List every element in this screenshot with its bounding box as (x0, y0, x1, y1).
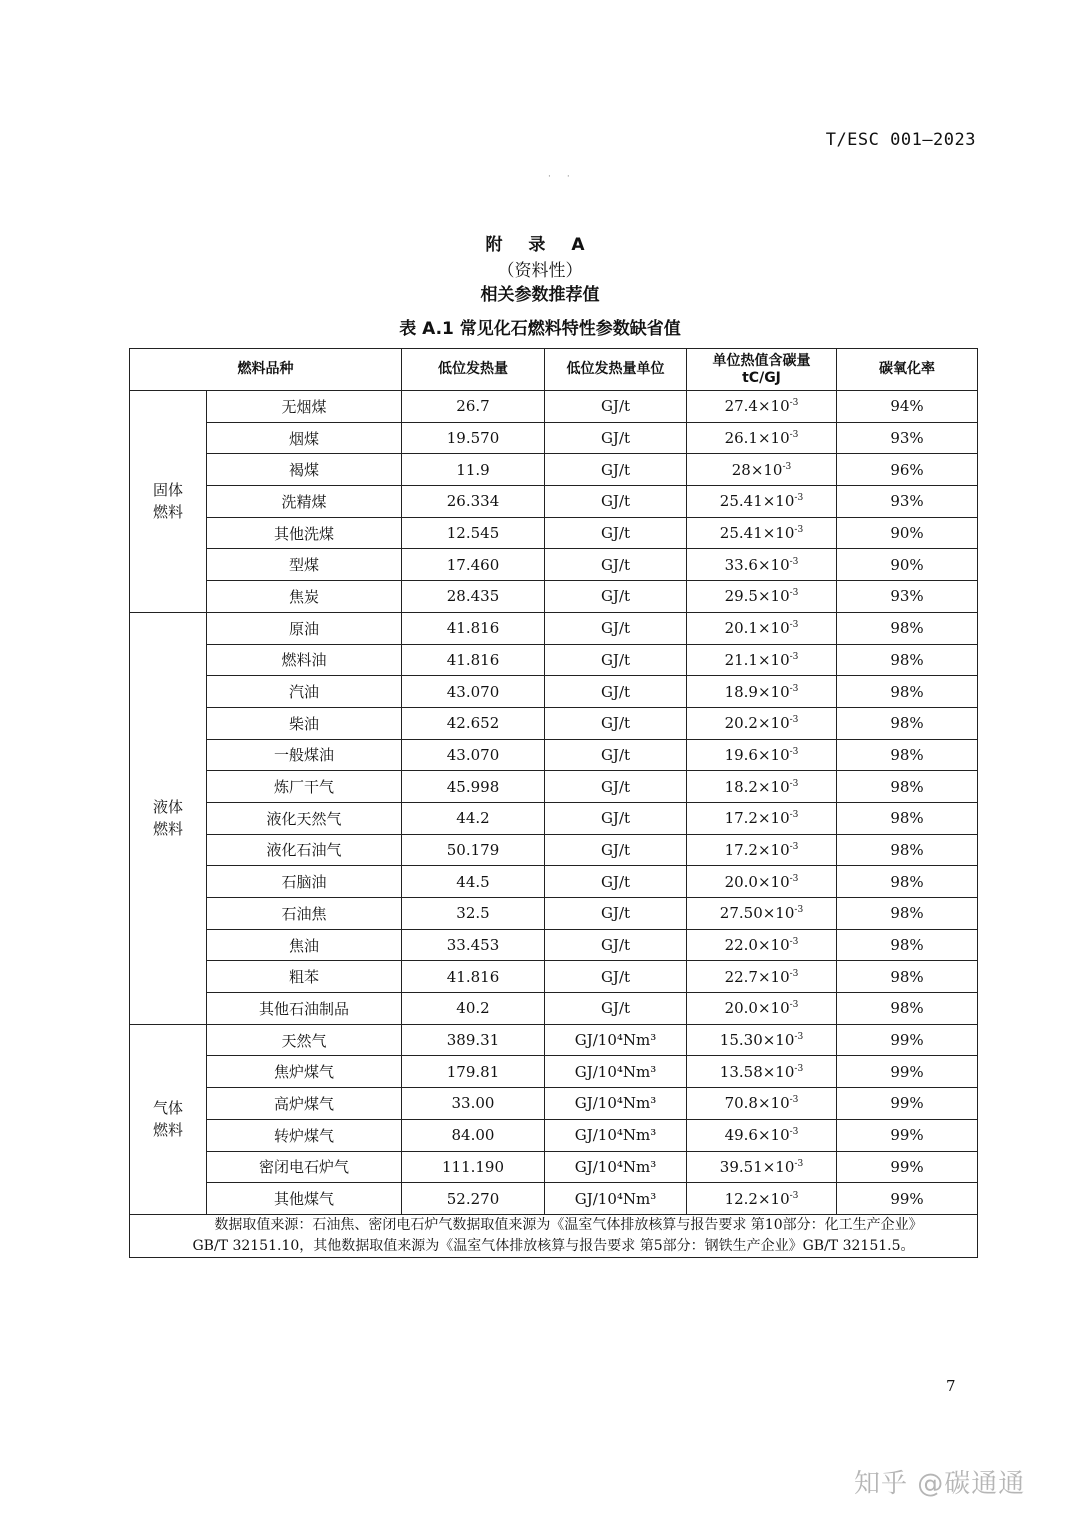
table-row (130, 834, 978, 866)
ncv-unit-cell: GJ/10⁴Nm³ (545, 1088, 687, 1120)
fuel-name-cell: 汽油 (207, 676, 402, 708)
oxidation-rate-cell: 98% (837, 739, 978, 771)
carbon-content-cell (687, 1088, 837, 1120)
carbon-exponent: -3 (782, 461, 792, 472)
ncv-cell: 44.2 (402, 802, 545, 834)
ncv-unit-cell: GJ/t (545, 581, 687, 613)
carbon-content-cell (687, 486, 837, 518)
oxidation-rate-cell: 98% (837, 866, 978, 898)
table-row (130, 1024, 978, 1056)
ncv-unit-cell: GJ/t (545, 929, 687, 961)
carbon-value: 13.58×10 (719, 1062, 795, 1081)
oxidation-rate-cell: 96% (837, 454, 978, 486)
ncv-unit-cell: GJ/t (545, 549, 687, 581)
category-name-line2: 燃料 (152, 503, 183, 522)
carbon-exponent: -3 (789, 937, 799, 948)
ncv-unit-cell: GJ/t (545, 644, 687, 676)
carbon-exponent: -3 (789, 556, 799, 567)
carbon-content-cell (687, 549, 837, 581)
carbon-exponent: -3 (789, 1127, 799, 1138)
ncv-unit-cell: GJ/t (545, 676, 687, 708)
ncv-cell: 41.816 (402, 612, 545, 644)
table-row (130, 707, 978, 739)
carbon-value: 12.2×10 (724, 1189, 790, 1208)
ncv-unit-cell: GJ/t (545, 707, 687, 739)
ncv-unit-cell: GJ/t (545, 961, 687, 993)
ncv-cell: 43.070 (402, 676, 545, 708)
carbon-content-cell (687, 1119, 837, 1151)
oxidation-rate-cell: 99% (837, 1151, 978, 1183)
header-ncv-unit: 低位发热量单位 (545, 349, 687, 391)
watermark: 知乎 @碳通通 (854, 1469, 1026, 1499)
fuel-name-cell: 其他洗煤 (207, 517, 402, 549)
fuel-name-cell: 洗精煤 (207, 486, 402, 518)
ncv-cell: 28.435 (402, 581, 545, 613)
header-carbon-line1: 单位热值含碳量 (712, 352, 811, 369)
ncv-cell: 26.7 (402, 391, 545, 423)
fuel-name-cell: 焦炉煤气 (207, 1056, 402, 1088)
category-cell (130, 391, 207, 613)
fuel-name-cell: 石油焦 (207, 898, 402, 930)
ncv-cell: 389.31 (402, 1024, 545, 1056)
ncv-cell: 42.652 (402, 707, 545, 739)
header-oxidation-rate: 碳氧化率 (837, 349, 978, 391)
table-row (130, 1056, 978, 1088)
ncv-unit-cell: GJ/10⁴Nm³ (545, 1056, 687, 1088)
category-name-line1: 气体 (152, 1099, 183, 1118)
ncv-cell: 111.190 (402, 1151, 545, 1183)
carbon-value: 19.6×10 (724, 745, 790, 764)
fuel-name-cell: 柴油 (207, 707, 402, 739)
oxidation-rate-cell: 93% (837, 486, 978, 518)
carbon-exponent: -3 (789, 1095, 799, 1106)
carbon-content-cell (687, 834, 837, 866)
ncv-unit-cell: GJ/10⁴Nm³ (545, 1183, 687, 1215)
carbon-content-cell (687, 644, 837, 676)
ncv-unit-cell: GJ/t (545, 739, 687, 771)
header-ncv: 低位发热量 (402, 349, 545, 391)
oxidation-rate-cell: 98% (837, 771, 978, 803)
carbon-content-cell (687, 707, 837, 739)
fuel-name-cell: 焦炭 (207, 581, 402, 613)
carbon-content-cell (687, 422, 837, 454)
note-line2: GB/T 32151.10，其他数据取值来源为《温室气体排放核算与报告要求 第5部分：钢铁生产企业》GB/T 32151.5。 (192, 1237, 915, 1254)
fuel-name-cell: 高炉煤气 (207, 1088, 402, 1120)
fuel-name-cell: 烟煤 (207, 422, 402, 454)
table-row (130, 581, 978, 613)
fuel-name-cell: 其他煤气 (207, 1183, 402, 1215)
table-row (130, 993, 978, 1025)
ncv-unit-cell: GJ/t (545, 993, 687, 1025)
ncv-cell: 11.9 (402, 454, 545, 486)
carbon-value: 22.7×10 (724, 967, 790, 986)
carbon-content-cell (687, 517, 837, 549)
carbon-value: 17.2×10 (724, 809, 790, 828)
header-fuel: 燃料品种 (130, 349, 402, 391)
fuel-name-cell: 燃料油 (207, 644, 402, 676)
table-row (130, 612, 978, 644)
carbon-content-cell (687, 454, 837, 486)
carbon-content-cell (687, 929, 837, 961)
appendix-title: 附 录 A (485, 235, 595, 255)
oxidation-rate-cell: 99% (837, 1183, 978, 1215)
appendix-subtitle: （资料性） (497, 261, 583, 281)
carbon-value: 21.1×10 (724, 650, 790, 669)
carbon-content-cell (687, 581, 837, 613)
carbon-value: 20.0×10 (724, 872, 790, 891)
category-cell (130, 612, 207, 1024)
carbon-content-cell (687, 993, 837, 1025)
carbon-content-cell (687, 1024, 837, 1056)
fuel-name-cell: 液化石油气 (207, 834, 402, 866)
oxidation-rate-cell: 93% (837, 422, 978, 454)
carbon-value: 70.8×10 (724, 1094, 790, 1113)
fuel-name-cell: 炼厂干气 (207, 771, 402, 803)
table-row (130, 486, 978, 518)
fuel-name-cell: 其他石油制品 (207, 993, 402, 1025)
carbon-value: 25.41×10 (719, 524, 795, 543)
carbon-exponent: -3 (789, 746, 799, 757)
table-row (130, 961, 978, 993)
carbon-content-cell (687, 802, 837, 834)
table-row (130, 898, 978, 930)
carbon-value: 17.2×10 (724, 840, 790, 859)
carbon-exponent: -3 (789, 588, 799, 599)
oxidation-rate-cell: 90% (837, 549, 978, 581)
carbon-value: 27.50×10 (719, 904, 795, 923)
fuel-name-cell: 转炉煤气 (207, 1119, 402, 1151)
ncv-cell: 52.270 (402, 1183, 545, 1215)
carbon-content-cell (687, 771, 837, 803)
fuel-name-cell: 焦油 (207, 929, 402, 961)
carbon-exponent: -3 (789, 778, 799, 789)
table-header-row (130, 349, 978, 391)
oxidation-rate-cell: 93% (837, 581, 978, 613)
ncv-unit-cell: GJ/10⁴Nm³ (545, 1151, 687, 1183)
carbon-value: 25.41×10 (719, 492, 795, 511)
carbon-value: 26.1×10 (724, 429, 790, 448)
note-line1: 数据取值来源：石油焦、密闭电石炉气数据取值来源为《温室气体排放核算与报告要求 第10部分：化工生产企业》 (214, 1216, 923, 1233)
oxidation-rate-cell: 98% (837, 644, 978, 676)
table-row (130, 644, 978, 676)
ncv-cell: 50.179 (402, 834, 545, 866)
carbon-exponent: -3 (794, 1158, 804, 1169)
carbon-value: 20.2×10 (724, 714, 790, 733)
fuel-name-cell: 褐煤 (207, 454, 402, 486)
carbon-content-cell (687, 1151, 837, 1183)
carbon-value: 49.6×10 (724, 1126, 790, 1145)
ncv-cell: 12.545 (402, 517, 545, 549)
ncv-cell: 41.816 (402, 644, 545, 676)
carbon-content-cell (687, 1056, 837, 1088)
fuel-name-cell: 粗苯 (207, 961, 402, 993)
ncv-cell: 32.5 (402, 898, 545, 930)
table-row (130, 771, 978, 803)
carbon-exponent: -3 (794, 1032, 804, 1043)
oxidation-rate-cell: 99% (837, 1119, 978, 1151)
carbon-exponent: -3 (789, 651, 799, 662)
carbon-exponent: -3 (794, 525, 804, 536)
oxidation-rate-cell: 98% (837, 676, 978, 708)
carbon-value: 18.9×10 (724, 682, 790, 701)
ncv-unit-cell: GJ/t (545, 866, 687, 898)
table-row (130, 802, 978, 834)
fuel-name-cell: 密闭电石炉气 (207, 1151, 402, 1183)
ncv-cell: 84.00 (402, 1119, 545, 1151)
ncv-unit-cell: GJ/t (545, 486, 687, 518)
fuel-name-cell: 一般煤油 (207, 739, 402, 771)
ncv-unit-cell: GJ/t (545, 802, 687, 834)
ncv-cell: 41.816 (402, 961, 545, 993)
carbon-value: 27.4×10 (724, 397, 790, 416)
fuel-name-cell: 无烟煤 (207, 391, 402, 423)
carbon-exponent: -3 (789, 841, 799, 852)
carbon-exponent: -3 (789, 398, 799, 409)
carbon-exponent: -3 (789, 683, 799, 694)
table-row (130, 866, 978, 898)
carbon-content-cell (687, 1183, 837, 1215)
carbon-value: 33.6×10 (724, 555, 790, 574)
carbon-value: 28×10 (731, 460, 783, 479)
ncv-unit-cell: GJ/t (545, 454, 687, 486)
carbon-exponent: -3 (789, 1190, 799, 1201)
carbon-content-cell (687, 391, 837, 423)
category-name-line1: 液体 (152, 798, 183, 817)
oxidation-rate-cell: 99% (837, 1056, 978, 1088)
carbon-exponent: -3 (794, 493, 804, 504)
document-code: T/ESC 001—2023 (825, 130, 976, 150)
ncv-cell: 26.334 (402, 486, 545, 518)
oxidation-rate-cell: 98% (837, 993, 978, 1025)
page-number: 7 (946, 1377, 956, 1395)
carbon-exponent: -3 (789, 810, 799, 821)
fuel-parameter-table (129, 348, 978, 1258)
carbon-content-cell (687, 866, 837, 898)
ncv-cell: 43.070 (402, 739, 545, 771)
ncv-unit-cell: GJ/t (545, 612, 687, 644)
header-carbon-line2: tC/GJ (742, 369, 781, 386)
oxidation-rate-cell: 98% (837, 834, 978, 866)
carbon-exponent: -3 (789, 715, 799, 726)
ncv-unit-cell: GJ/t (545, 517, 687, 549)
oxidation-rate-cell: 94% (837, 391, 978, 423)
table-row (130, 1183, 978, 1215)
oxidation-rate-cell: 99% (837, 1088, 978, 1120)
category-cell (130, 1024, 207, 1214)
oxidation-rate-cell: 98% (837, 929, 978, 961)
table-row (130, 517, 978, 549)
table-row (130, 391, 978, 423)
ncv-cell: 33.00 (402, 1088, 545, 1120)
ncv-unit-cell: GJ/10⁴Nm³ (545, 1119, 687, 1151)
carbon-exponent: -3 (789, 430, 799, 441)
category-name-line1: 固体 (152, 481, 183, 500)
carbon-exponent: -3 (789, 968, 799, 979)
table-row (130, 676, 978, 708)
fuel-name-cell: 型煤 (207, 549, 402, 581)
carbon-value: 22.0×10 (724, 936, 790, 955)
ncv-unit-cell: GJ/t (545, 898, 687, 930)
ncv-cell: 19.570 (402, 422, 545, 454)
oxidation-rate-cell: 98% (837, 898, 978, 930)
header-carbon-content (687, 349, 837, 391)
oxidation-rate-cell: 98% (837, 707, 978, 739)
table-row (130, 1151, 978, 1183)
carbon-content-cell (687, 898, 837, 930)
ncv-unit-cell: GJ/t (545, 391, 687, 423)
carbon-content-cell (687, 676, 837, 708)
carbon-exponent: -3 (789, 1000, 799, 1011)
oxidation-rate-cell: 98% (837, 802, 978, 834)
fuel-name-cell: 石脑油 (207, 866, 402, 898)
table-title: 表 A.1 常见化石燃料特性参数缺省值 (399, 319, 681, 339)
appendix-heading: 相关参数推荐值 (480, 285, 600, 305)
table-row (130, 929, 978, 961)
table-row (130, 454, 978, 486)
carbon-value: 39.51×10 (719, 1157, 795, 1176)
carbon-content-cell (687, 612, 837, 644)
carbon-content-cell (687, 739, 837, 771)
table-row (130, 422, 978, 454)
carbon-exponent: -3 (789, 873, 799, 884)
table-row (130, 1088, 978, 1120)
carbon-value: 18.2×10 (724, 777, 790, 796)
table-note-row (130, 1214, 978, 1257)
carbon-value: 20.1×10 (724, 619, 790, 638)
category-name-line2: 燃料 (152, 1121, 183, 1140)
ncv-cell: 45.998 (402, 771, 545, 803)
ncv-cell: 179.81 (402, 1056, 545, 1088)
oxidation-rate-cell: 98% (837, 961, 978, 993)
carbon-exponent: -3 (794, 905, 804, 916)
ncv-cell: 17.460 (402, 549, 545, 581)
fuel-name-cell: 原油 (207, 612, 402, 644)
ncv-unit-cell: GJ/t (545, 422, 687, 454)
carbon-value: 15.30×10 (719, 1031, 795, 1050)
ncv-cell: 33.453 (402, 929, 545, 961)
decorative-dots: ·· (548, 172, 586, 182)
fuel-name-cell: 天然气 (207, 1024, 402, 1056)
ncv-unit-cell: GJ/t (545, 834, 687, 866)
table-row (130, 1119, 978, 1151)
carbon-exponent: -3 (794, 1063, 804, 1074)
carbon-value: 29.5×10 (724, 587, 790, 606)
ncv-cell: 44.5 (402, 866, 545, 898)
carbon-exponent: -3 (789, 620, 799, 631)
ncv-unit-cell: GJ/10⁴Nm³ (545, 1024, 687, 1056)
ncv-unit-cell: GJ/t (545, 771, 687, 803)
oxidation-rate-cell: 99% (837, 1024, 978, 1056)
carbon-content-cell (687, 961, 837, 993)
oxidation-rate-cell: 90% (837, 517, 978, 549)
oxidation-rate-cell: 98% (837, 612, 978, 644)
ncv-cell: 40.2 (402, 993, 545, 1025)
table-row (130, 739, 978, 771)
fuel-name-cell: 液化天然气 (207, 802, 402, 834)
table-row (130, 549, 978, 581)
table-note (130, 1214, 978, 1257)
category-name-line2: 燃料 (152, 820, 183, 839)
carbon-value: 20.0×10 (724, 999, 790, 1018)
